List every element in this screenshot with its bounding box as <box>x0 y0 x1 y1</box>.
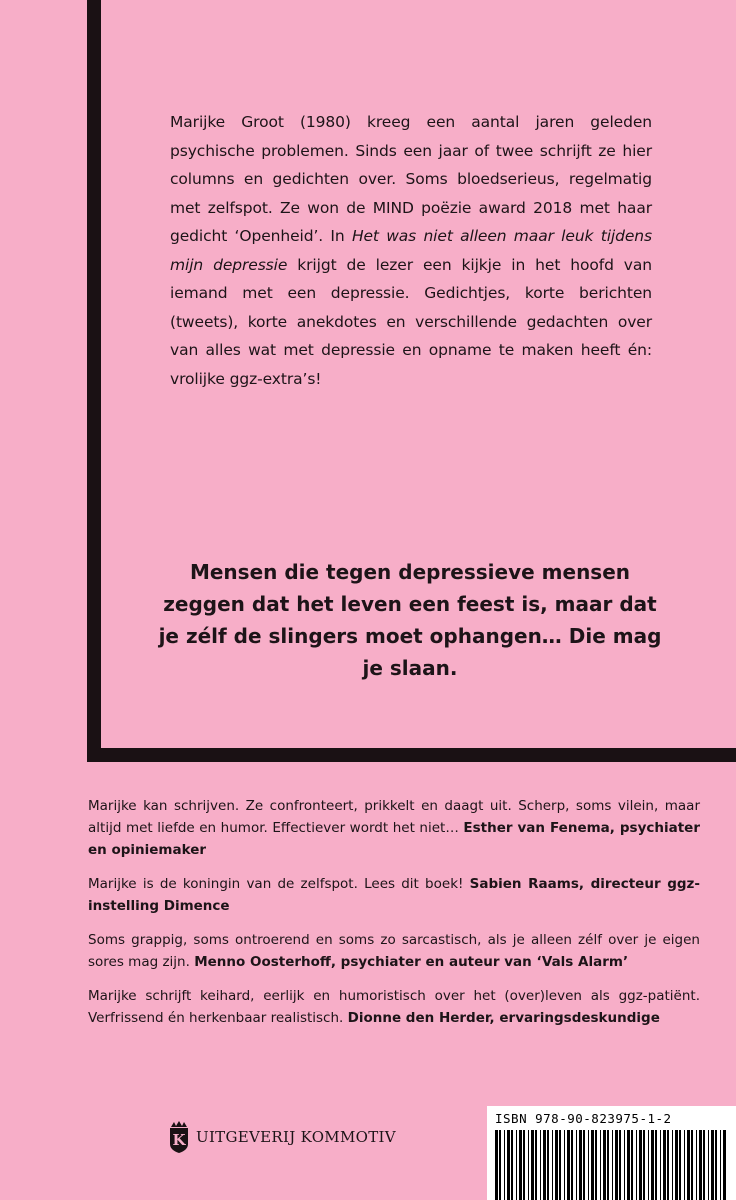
isbn-barcode <box>487 1106 736 1200</box>
frame-left-bar <box>87 0 101 762</box>
blurb-text-1: Marijke Groot (1980) kreeg een aantal jaren geleden psychische problemen. Sinds een jaar of twee schrijft ze hier columns en gedichten over. Soms bloedserieus, regelmatig met zelfspot. Ze won de MIND poëzie award 2018 met haar gedicht ‘Openheid’. In <box>170 113 652 245</box>
barcode-bars <box>493 1130 731 1200</box>
frame-bottom-bar <box>87 748 736 762</box>
endorsement-text: Marijke is de koningin van de zelfspot. Lees dit boek! <box>88 876 470 892</box>
endorsement <box>88 985 700 1029</box>
crowned-shield-k-icon <box>168 1120 190 1154</box>
endorsement-author: Esther van Fenema, psychiater en opiniemaker <box>88 820 700 858</box>
endorsement-author: Sabien Raams, directeur ggz-instelling Dimence <box>88 876 701 914</box>
book-title-italic: Het was niet alleen maar leuk tijdens mijn depressie <box>170 227 652 274</box>
blurb-text-2: krijgt de lezer een kijkje in het hoofd van iemand met een depressie. Gedichtjes, korte berichten (tweets), korte anekdotes en verschillende gedachten over van alles wat met depressie en opname te maken heeft én: vrolijke ggz-extra’s! <box>170 255 652 388</box>
endorsement-text: Marijke schrijft keihard, eerlijk en humoristisch over het (over)leven als ggz-patiënt. Verfrissend én herkenbaar realistisch. <box>88 988 700 1026</box>
publisher-logo <box>168 1120 396 1154</box>
endorsement <box>88 929 700 973</box>
endorsement <box>88 873 700 917</box>
endorsement-text: Soms grappig, soms ontroerend en soms zo sarcastisch, als je alleen zélf over je eigen sores mag zijn. <box>88 932 700 970</box>
book-blurb <box>170 108 652 393</box>
isbn-number: ISBN 978-90-823975-1-2 <box>495 1111 672 1126</box>
logo-letter: K <box>172 1131 186 1149</box>
featured-quote: Mensen die tegen depressieve mensen zeggen dat het leven een feest is, maar dat je zélf de slingers moet ophangen… Die mag je slaan. <box>158 560 662 680</box>
endorsement-text: Marijke kan schrijven. Ze confronteert, prikkelt en daagt uit. Scherp, soms vilein, maar altijd met liefde en humor. Effectiever wordt het niet… <box>88 798 700 836</box>
publisher-name: UITGEVERIJ KOMMOTIV <box>196 1128 396 1146</box>
endorsement-author: Dionne den Herder, ervaringsdeskundige <box>347 1010 660 1026</box>
endorsements <box>88 795 700 1041</box>
endorsement-author: Menno Oosterhoff, psychiater en auteur van ‘Vals Alarm’ <box>194 954 629 970</box>
endorsement <box>88 795 700 861</box>
